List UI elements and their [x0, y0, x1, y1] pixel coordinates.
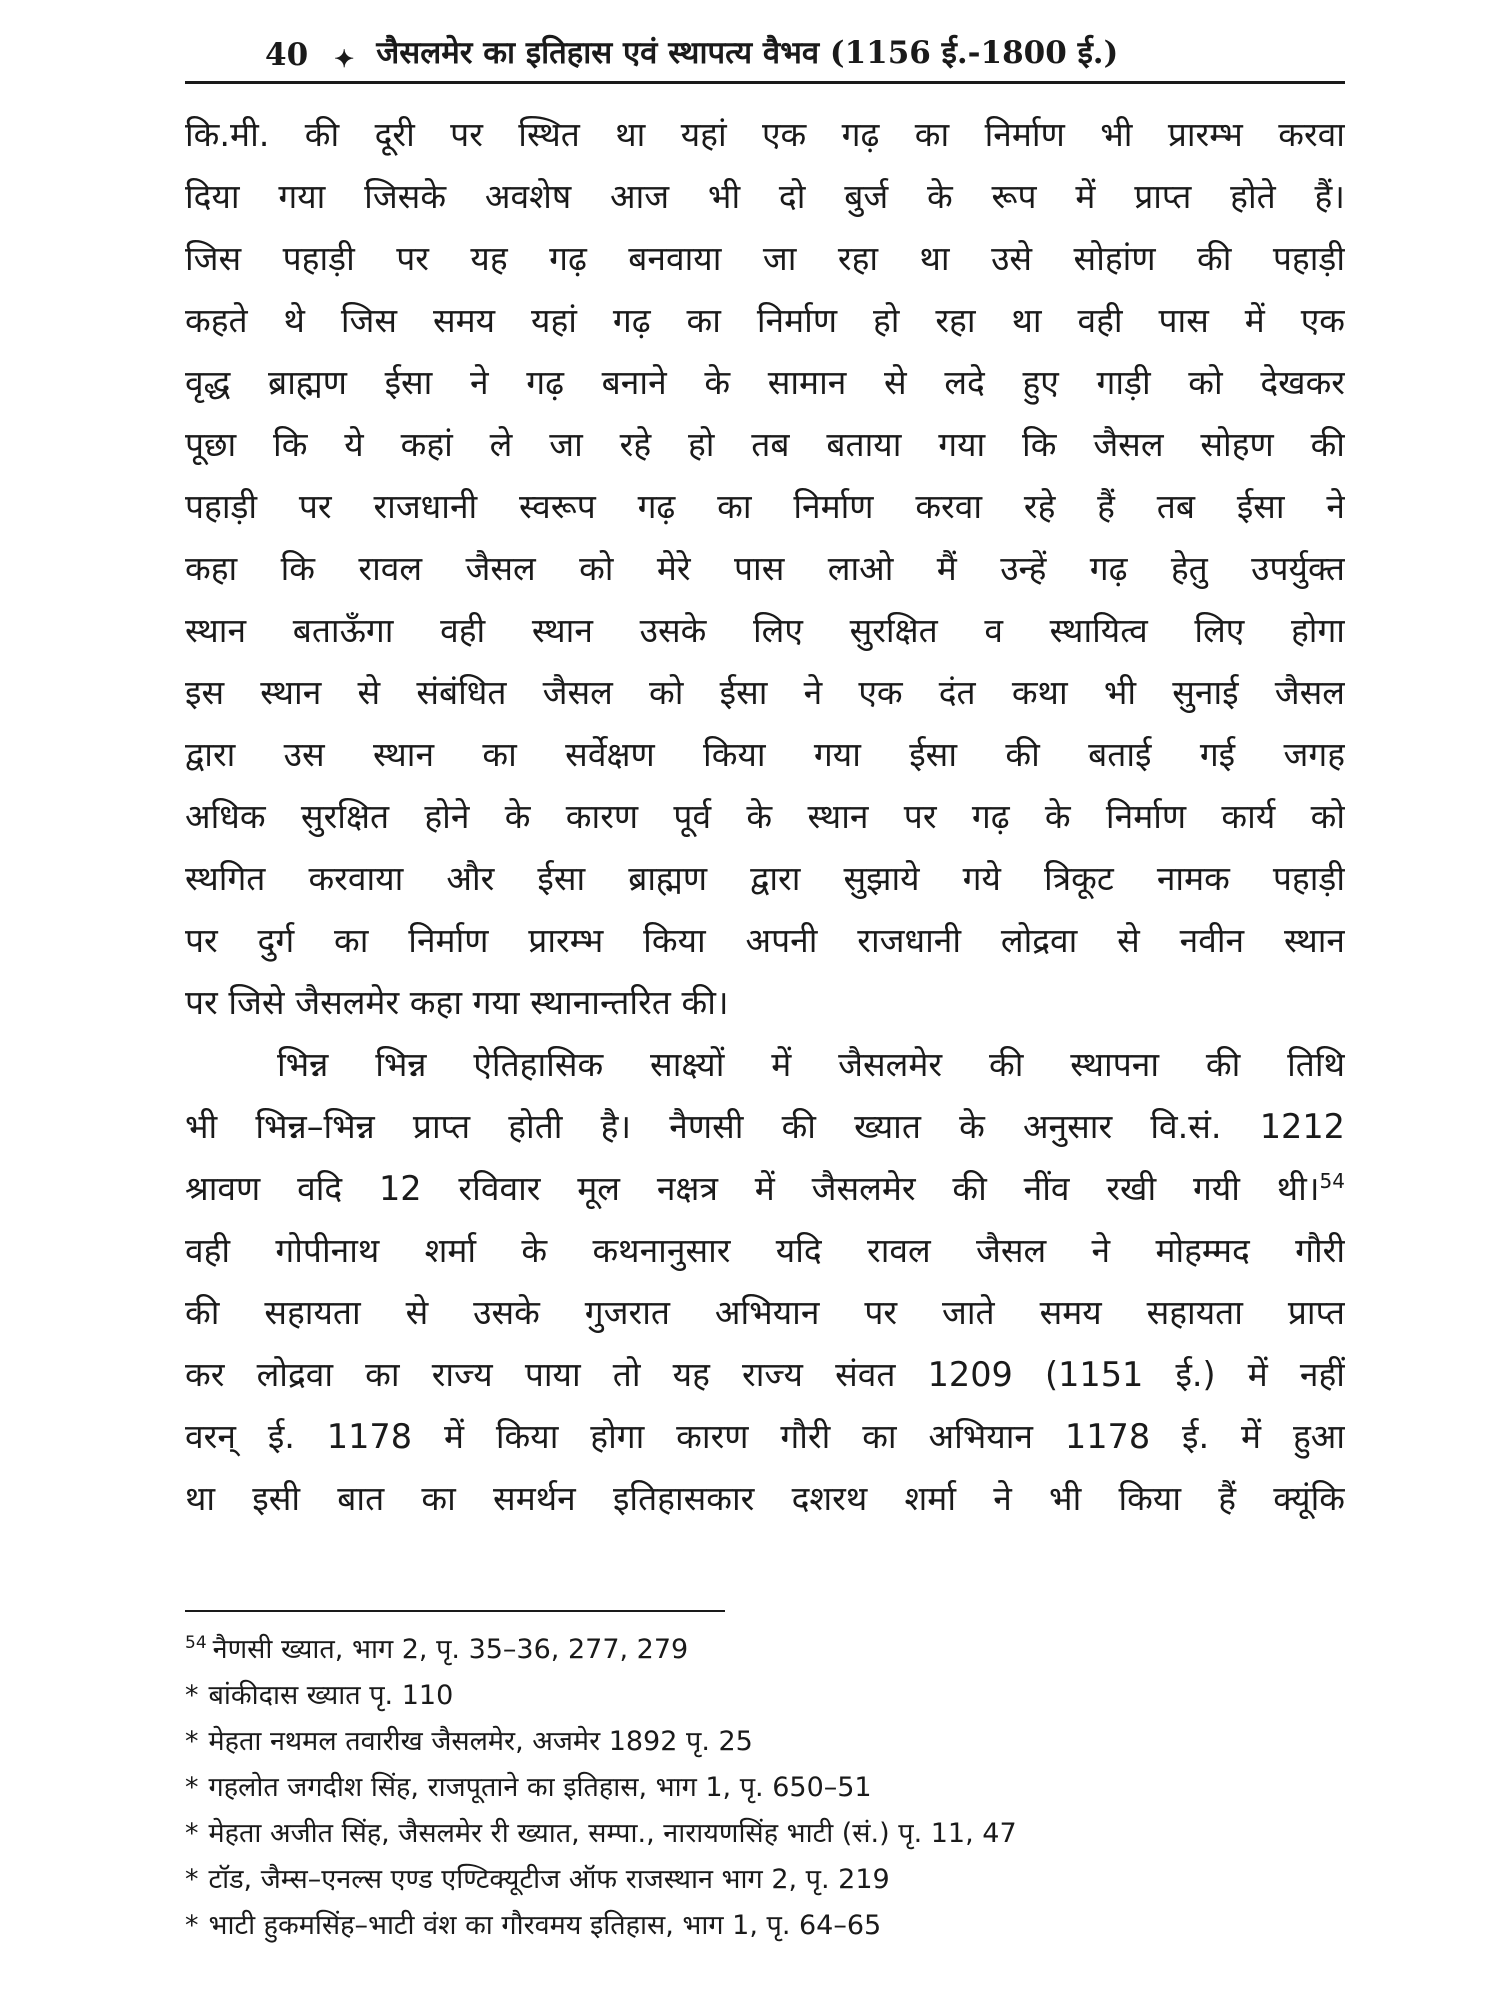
- footnote-item: [185, 1857, 1345, 1903]
- text-line: कि.मी. की दूरी पर स्थित था यहां एक गढ़ का निर्माण भी प्रारम्भ करवा: [185, 115, 1345, 154]
- asterisk-icon: *: [185, 1864, 199, 1895]
- text-line: था इसी बात का समर्थन इतिहासकार दशरथ शर्मा ने भी किया हैं क्यूंकि: [185, 1479, 1345, 1518]
- asterisk-icon: *: [185, 1680, 199, 1711]
- footnote-text: नैणसी ख्यात, भाग 2, पृ. 35–36, 277, 279: [212, 1634, 689, 1665]
- footnote-text: बांकीदास ख्यात पृ. 110: [208, 1680, 454, 1711]
- text-line: वही गोपीनाथ शर्मा के कथनानुसार यदि रावल जैसल ने मोहम्मद गौरी: [185, 1231, 1345, 1270]
- footnote-text: मेहता नथमल तवारीख जैसलमेर, अजमेर 1892 पृ. 25: [208, 1726, 753, 1757]
- text-line: कर लोद्रवा का राज्य पाया तो यह राज्य संवत 1209 (1151 ई.) में नहीं: [185, 1355, 1345, 1394]
- asterisk-icon: *: [185, 1910, 199, 1941]
- text-line: वरन् ई. 1178 में किया होगा कारण गौरी का अभियान 1178 ई. में हुआ: [185, 1417, 1345, 1456]
- main-text: [185, 104, 1345, 1530]
- running-header: [185, 28, 1345, 84]
- text-line: अधिक सुरक्षित होने के कारण पूर्व के स्थान पर गढ़ के निर्माण कार्य को: [185, 797, 1345, 836]
- text-line: इस स्थान से संबंधित जैसल को ईसा ने एक दंत कथा भी सुनाई जैसल: [185, 673, 1345, 712]
- asterisk-icon: *: [185, 1772, 199, 1803]
- book-title: जैसलमेर का इतिहास एवं स्थापत्य वैभव (1156 ई.-1800 ई.): [376, 35, 1119, 71]
- footnote-text: मेहता अजीत सिंह, जैसलमेर री ख्यात, सम्पा., नारायणसिंह भाटी (सं.) पृ. 11, 47: [208, 1818, 1017, 1849]
- footnote-item: [185, 1673, 1345, 1719]
- text-line: की सहायता से उसके गुजरात अभियान पर जाते समय सहायता प्राप्त: [185, 1293, 1345, 1332]
- footnote-item: [185, 1627, 1345, 1673]
- asterisk-icon: *: [185, 1726, 199, 1757]
- footnote-item: [185, 1903, 1345, 1949]
- text-line: दिया गया जिसके अवशेष आज भी दो बुर्ज के रूप में प्राप्त होते हैं।: [185, 177, 1345, 216]
- text-line: भिन्न भिन्न ऐतिहासिक साक्ष्यों में जैसलमेर की स्थापना की तिथि: [277, 1045, 1345, 1084]
- text-line: स्थगित करवाया और ईसा ब्राह्मण द्वारा सुझाये गये त्रिकूट नामक पहाड़ी: [185, 859, 1345, 898]
- text-line-with-ref: [185, 1158, 1345, 1220]
- footnote-text: गहलोत जगदीश सिंह, राजपूताने का इतिहास, भाग 1, पृ. 650–51: [208, 1772, 872, 1803]
- text-line: पूछा कि ये कहां ले जा रहे हो तब बताया गया कि जैसल सोहण की: [185, 425, 1345, 464]
- footnote-reference: 54: [1319, 1168, 1345, 1193]
- footnote-item: [185, 1765, 1345, 1811]
- footnotes: [185, 1627, 1345, 1949]
- asterisk-icon: *: [185, 1818, 199, 1849]
- text-line: स्थान बताऊँगा वही स्थान उसके लिए सुरक्षित व स्थायित्व लिए होगा: [185, 611, 1345, 650]
- text-line: पर दुर्ग का निर्माण प्रारम्भ किया अपनी राजधानी लोद्रवा से नवीन स्थान: [185, 921, 1345, 960]
- text-line: कहते थे जिस समय यहां गढ़ का निर्माण हो रहा था वही पास में एक: [185, 301, 1345, 340]
- text-line: कहा कि रावल जैसल को मेरे पास लाओ मैं उन्हें गढ़ हेतु उपर्युक्त: [185, 549, 1345, 588]
- text-line: भी भिन्न–भिन्न प्राप्त होती है। नैणसी की ख्यात के अनुसार वि.सं. 1212: [185, 1107, 1345, 1146]
- text-line: वृद्ध ब्राह्मण ईसा ने गढ़ बनाने के सामान से लदे हुए गाड़ी को देखकर: [185, 363, 1345, 402]
- text-line: श्रावण वदि 12 रविवार मूल नक्षत्र में जैसलमेर की नींव रखी गयी थी।: [185, 1169, 1320, 1208]
- footnote-text: टॉड, जैम्स–एनल्स एण्ड एण्टिक्यूटीज ऑफ राजस्थान भाग 2, पृ. 219: [208, 1864, 890, 1895]
- text-line: द्वारा उस स्थान का सर्वेक्षण किया गया ईसा की बताई गई जगह: [185, 735, 1345, 774]
- footnote-item: [185, 1811, 1345, 1857]
- footnote-item: [185, 1719, 1345, 1765]
- page-number: 40: [265, 37, 309, 73]
- text-line: पर जिसे जैसलमेर कहा गया स्थानान्तरित की।: [185, 983, 729, 1022]
- footnote-text: भाटी हुकमसिंह–भाटी वंश का गौरवमय इतिहास, भाग 1, पृ. 64–65: [208, 1910, 882, 1941]
- footnote-divider: [185, 1610, 725, 1612]
- text-line: जिस पहाड़ी पर यह गढ़ बनवाया जा रहा था उसे सोहांण की पहाड़ी: [185, 239, 1345, 278]
- text-line: पहाड़ी पर राजधानी स्वरूप गढ़ का निर्माण करवा रहे हैं तब ईसा ने: [185, 487, 1345, 526]
- star-ornament-icon: ✦: [334, 44, 355, 73]
- footnote-number: 54: [185, 1633, 207, 1653]
